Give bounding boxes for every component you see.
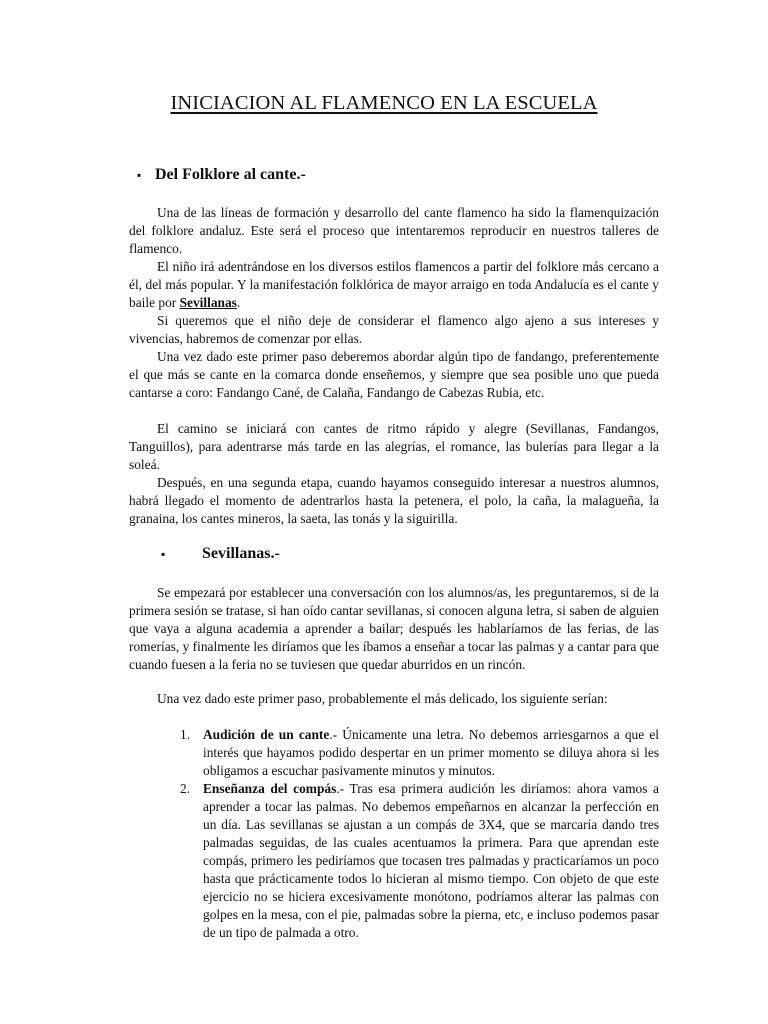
list-number: 1. [180, 727, 191, 742]
list-label: Enseñanza del compás [203, 781, 337, 796]
list-label: Audición de un cante [203, 727, 330, 742]
paragraph: Una vez dado este primer paso deberemos abordar algún tipo de fandango, preferentemente el que más se cante en la comarca donde enseñemos, y siempre que sea posible uno que pueda cantarse a coro: Fandango Cané, de Calaña, Fandango de Cabezas Rubia, etc. [129, 349, 659, 400]
paragraph-text: El niño irá adentrándose en los diversos estilos flamencos a partir del folklore más cercano a él, del más popular. Y la manifestación folklórica de mayor arraigo en toda Andalucía es el cante y baile por [129, 259, 659, 310]
section-bullet: ▪ [161, 547, 166, 561]
list-body: .- Únicamente una letra. No debemos arriesgarnos a que el interés que hayamos podido despertar en un primer momento se diluya ahora si les obligamos a escuchar pasivamente minutos y minutos. [203, 727, 659, 778]
list-item [180, 726, 659, 780]
paragraph: Se empezará por establecer una conversación con los alumnos/as, les preguntaremos, si de la primera sesión se tratase, si han oído cantar sevillanas, si conocen alguna letra, si saben de alguien que vaya a alguna academia a aprender a bailar; después les hablaríamos de las ferias, de las romerías, y finalmente les diríamos que les íbamos a enseñar a tocar las palmas y a cantar para que cuando fuesen a la feria no se tuviesen que quedar aburridos en un rincón. [129, 585, 659, 672]
paragraph [129, 258, 659, 312]
section-heading-folklore: Del Folklore al cante.- [155, 166, 306, 183]
section-heading-sevillanas: Sevillanas.- [202, 545, 280, 562]
paragraph: Si queremos que el niño deje de considerar el flamenco algo ajeno a sus intereses y vivencias, habremos de comenzar por ellas. [129, 313, 659, 346]
list-number: 2. [180, 781, 191, 796]
section-bullet: ▪ [137, 168, 142, 182]
paragraph-end: . [236, 295, 241, 310]
list-text [203, 780, 659, 942]
sevillanas-link: Sevillanas [179, 295, 237, 310]
paragraph: El camino se iniciará con cantes de ritmo rápido y alegre (Sevillanas, Fandangos, Tanguillos), para adentrarse más tarde en las alegrías, el romance, las bulerías para llegar a la soleá. [129, 421, 659, 472]
paragraph: Después, en una segunda etapa, cuando hayamos conseguido interesar a nuestros alumnos, habrá llegado el momento de adentrarlos hasta la petenera, el polo, la caña, la malagueña, la granaina, los cantes mineros, la saeta, las tonás y la siguirilla. [129, 475, 659, 526]
list-text [203, 726, 659, 780]
list-item [180, 780, 659, 942]
document-title: INICIACION AL FLAMENCO EN LA ESCUELA [170, 92, 598, 114]
list-body: .- Tras esa primera audición les diríamos: ahora vamos a aprender a tocar las palmas. No debemos empeñarnos en alcanzar la perfección en un día. Las sevillanas se ajustan a un compás de 3X4, que se marcaría dando tres palmadas seguidas, de las cuales acentuamos la primera. Para que aprendan este compás, primero les pediríamos que tocasen tres palmadas y practicaríamos un poco hasta que prácticamente todos lo hicieran al mismo tiempo. Con objeto de que este ejercicio no se hiciera excesivamente monótono, podríamos alterar las palmas con golpes en la mesa, con el pie, palmadas sobre la pierna, etc, e incluso podemos pasar de un tipo de palmada a otro. [203, 781, 659, 940]
paragraph: Una de las líneas de formación y desarrollo del cante flamenco ha sido la flamenquización del folklore andaluz. Este será el proceso que intentaremos reproducir en nuestros talleres de flamenco. [129, 205, 659, 256]
paragraph: Una vez dado este primer paso, probablemente el más delicado, los siguiente serían: [157, 691, 608, 706]
